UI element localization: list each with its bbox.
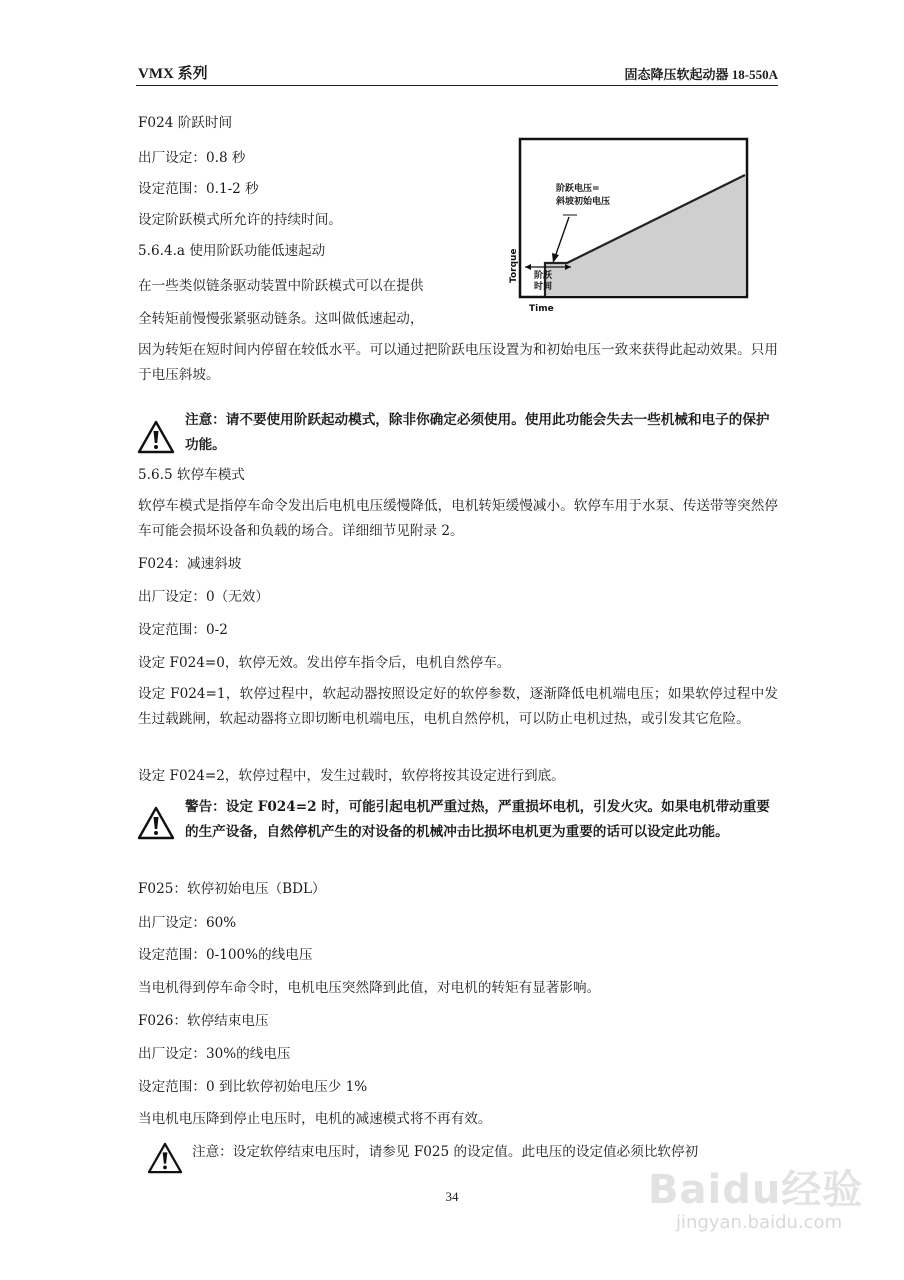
f024-step-range: 设定范围：0.1-2 秒 — [138, 181, 259, 197]
header-series: VMX 系列 — [138, 66, 208, 82]
annotation-step-voltage: 阶跃电压= — [556, 184, 600, 194]
f024-decel-range: 设定范围：0-2 — [138, 622, 228, 638]
watermark-logo: Baidu经验 — [648, 1167, 864, 1213]
low-speed-para-line2: 全转矩前慢慢张紧驱动链条。这叫做低速起动， — [138, 311, 424, 327]
step-time-label-line2: 时间 — [534, 282, 553, 292]
y-axis-label: Torque — [509, 248, 519, 283]
f024-setting-1: 设定 F024=1，软停过程中，软起动器按照设定好的软停参数，逐渐降低电机端电压；如果软停过程中发生过载跳闸，软起动器将立即切断电机端电压，电机自然停机，可以防止电机过热，或引发其它危险。 — [138, 686, 778, 727]
section-5-6-5-heading: 5.6.5 软停车模式 — [138, 467, 245, 483]
f024-setting-0: 设定 F024=0，软停无效。发出停车指令后，电机自然停车。 — [138, 655, 511, 671]
f026-title: F026：软停结束电压 — [138, 1013, 269, 1029]
step-torque-figure — [505, 137, 750, 317]
low-speed-para-line1: 在一些类似链条驱动装置中阶跃模式可以在提供 — [138, 278, 424, 294]
f025-range: 设定范围：0-100%的线电压 — [138, 947, 313, 963]
warning-triangle-icon — [137, 806, 175, 840]
watermark-url: jingyan.baidu.com — [676, 1212, 843, 1233]
header-divider — [136, 85, 778, 86]
warning-triangle-icon — [137, 420, 175, 454]
f024-decel-title: F024：减速斜坡 — [138, 556, 242, 572]
f025-desc: 当电机得到停车命令时，电机电压突然降到此值，对电机的转矩有显著影响。 — [138, 980, 601, 996]
section-5-6-4a-heading: 5.6.4.a 使用阶跃功能低速起动 — [138, 243, 326, 259]
soft-stop-para: 软停车模式是指停车命令发出后电机电压缓慢降低，电机转矩缓慢减小。软停车用于水泵、传送带等突然停车可能会损坏设备和负载的场合。详细细节见附录 2。 — [138, 498, 778, 539]
f024-step-default: 出厂设定：0.8 秒 — [138, 150, 246, 166]
f024-setting-2: 设定 F024=2，软停过程中，发生过载时，软停将按其设定进行到底。 — [138, 768, 565, 784]
notice-f026-voltage: 注意：设定软停结束电压时，请参见 F025 的设定值。此电压的设定值必须比软停初 — [192, 1144, 699, 1160]
header-product: 固态降压软起动器 18-550A — [624, 67, 778, 82]
f025-default: 出厂设定：60% — [138, 915, 237, 931]
f026-desc: 当电机电压降到停止电压时，电机的减速模式将不再有效。 — [138, 1111, 492, 1127]
warning-triangle-icon — [147, 1142, 183, 1174]
f026-range: 设定范围：0 到比软停初始电压少 1% — [138, 1079, 368, 1095]
f025-title: F025：软停初始电压（BDL） — [138, 881, 326, 897]
f024-step-title: F024 阶跃时间 — [138, 115, 233, 131]
f024-decel-default: 出厂设定：0（无效） — [138, 589, 269, 605]
low-speed-para-rest: 因为转矩在短时间内停留在较低水平。可以通过把阶跃电压设置为和初始电压一致来获得此起动效果。只用于电压斜坡。 — [138, 342, 778, 383]
step-time-label-line1: 阶跃 — [534, 271, 553, 281]
notice-step-start: 注意：请不要使用阶跃起动模式，除非你确定必须使用。使用此功能会失去一些机械和电子的保护功能。 — [185, 412, 770, 453]
page-number: 34 — [445, 1189, 459, 1204]
f026-default: 出厂设定：30%的线电压 — [138, 1046, 291, 1062]
f024-step-desc: 设定阶跃模式所允许的持续时间。 — [138, 212, 342, 228]
x-axis-label: Time — [529, 304, 554, 314]
annotation-ramp-initial-voltage: 斜坡初始电压 — [556, 197, 611, 207]
warning-f024-2: 警告：设定 F024=2 时，可能引起电机严重过热，严重损坏电机，引发火灾。如果电机带动重要的生产设备，自然停机产生的对设备的机械冲击比损坏电机更为重要的话可以设定此功能。 — [185, 799, 770, 840]
